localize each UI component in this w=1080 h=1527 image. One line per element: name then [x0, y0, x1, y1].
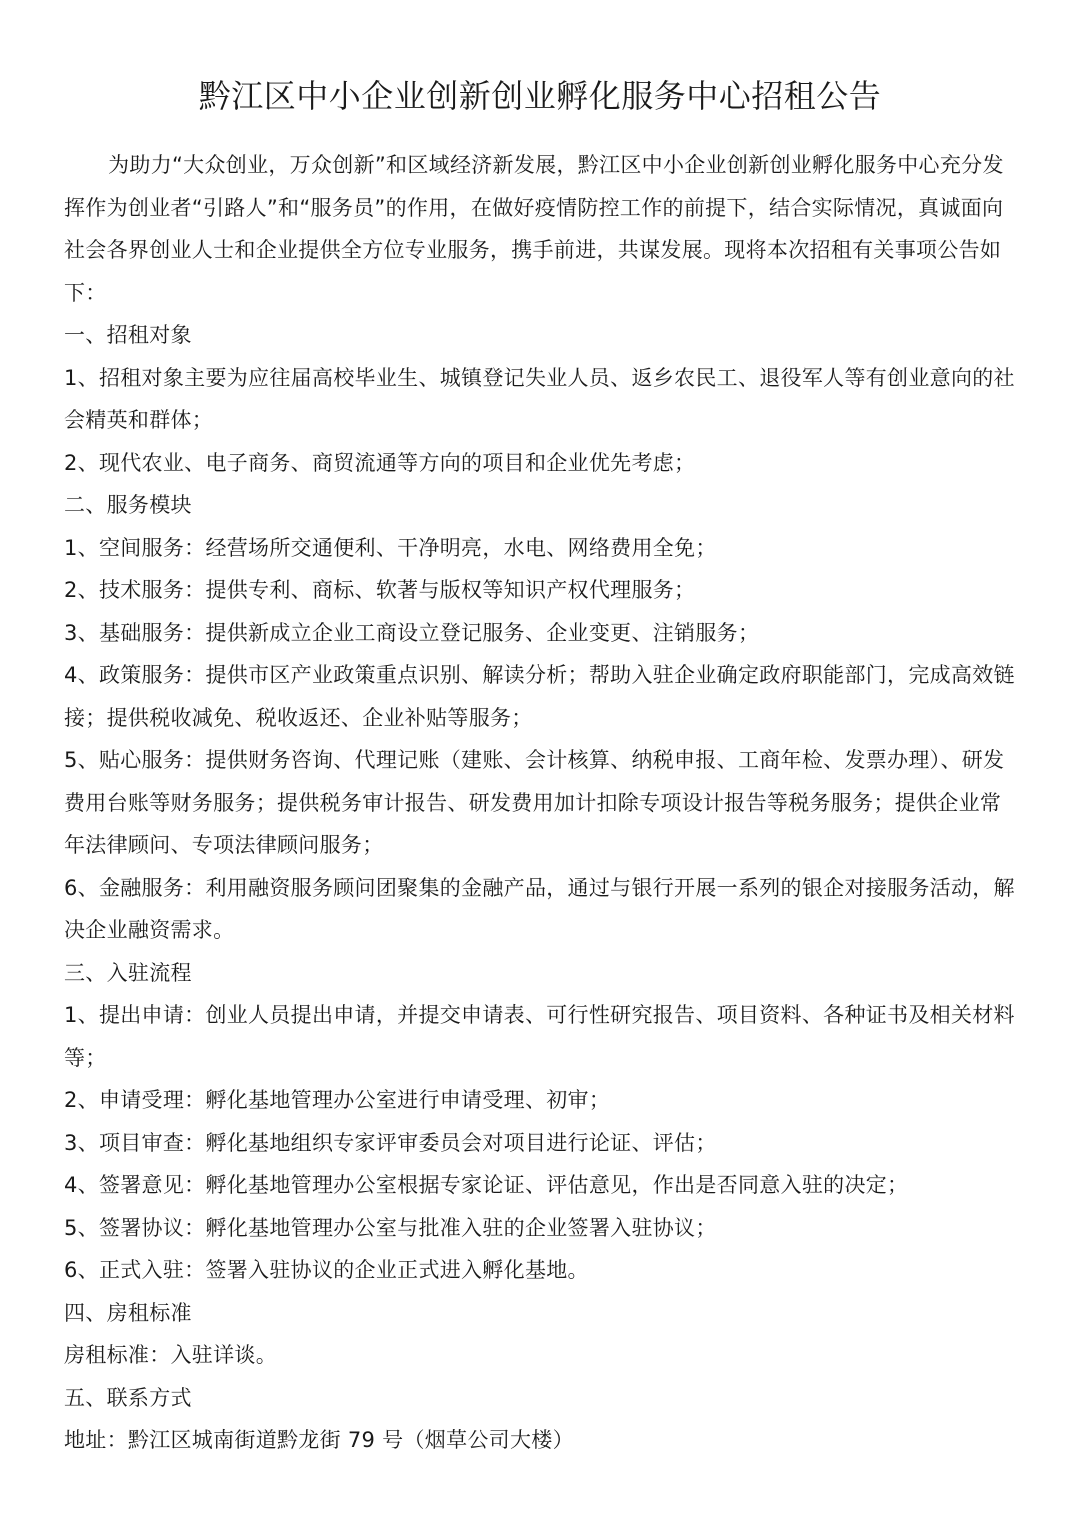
- page-title: 黔江区中小企业创新创业孵化服务中心招租公告: [198, 77, 882, 115]
- section-heading: 一、招租对象: [64, 323, 192, 347]
- list-item: 1、提出申请：创业人员提出申请，并提交申请表、可行性研究报告、项目资料、各种证书及相关材料等；: [64, 1003, 1015, 1070]
- list-item: 6、正式入驻：签署入驻协议的企业正式进入孵化基地。: [64, 1258, 589, 1282]
- section-admission-process: [64, 952, 1016, 1292]
- list-item: 2、申请受理：孵化基地管理办公室进行申请受理、初审；: [64, 1088, 611, 1112]
- section-recruitment-targets: [64, 314, 1016, 484]
- list-item: 2、技术服务：提供专利、商标、软著与版权等知识产权代理服务；: [64, 578, 696, 602]
- list-item: 房租标准：入驻详谈。: [64, 1343, 277, 1367]
- intro-paragraph: 为助力“大众创业，万众创新”和区域经济新发展，黔江区中小企业创新创业孵化服务中心充分发挥作为创业者“引路人”和“服务员”的作用，在做好疫情防控工作的前提下，结合实际情况，真诚面向社会各界创业人士和企业提供全方位专业服务，携手前进，共谋发展。现将本次招租有关事项公告如下：: [64, 153, 1004, 305]
- section-heading: 二、服务模块: [64, 493, 192, 517]
- list-item: 4、政策服务：提供市区产业政策重点识别、解读分析；帮助入驻企业确定政府职能部门，完成高效链接；提供税收减免、税收返还、企业补贴等服务；: [64, 663, 1015, 730]
- section-heading: 五、联系方式: [64, 1385, 192, 1410]
- list-item: 3、项目审查：孵化基地组织专家评审委员会对项目进行论证、评估；: [64, 1130, 717, 1155]
- list-item: 5、签署协议：孵化基地管理办公室与批准入驻的企业签署入驻协议；: [64, 1215, 717, 1240]
- list-item: 6、金融服务：利用融资服务顾问团聚集的金融产品，通过与银行开展一系列的银企对接服务活动，解决企业融资需求。: [64, 875, 1015, 942]
- list-item: 2、现代农业、电子商务、商贸流通等方向的项目和企业优先考虑；: [64, 450, 696, 475]
- section-heading: 三、入驻流程: [64, 960, 192, 985]
- list-item: 3、基础服务：提供新成立企业工商设立登记服务、企业变更、注销服务；: [64, 620, 760, 645]
- list-item: 4、签署意见：孵化基地管理办公室根据专家论证、评估意见，作出是否同意入驻的决定；: [64, 1173, 909, 1197]
- section-service-modules: [64, 484, 1016, 952]
- section-rent-standard: [64, 1292, 1016, 1377]
- contact-address: 地址：黔江区城南街道黔龙街 79 号（烟草公司大楼）: [64, 1428, 574, 1452]
- list-item: 1、空间服务：经营场所交通便利、干净明亮，水电、网络费用全免；: [64, 535, 717, 560]
- section-contact: [64, 1377, 1016, 1462]
- section-heading: 四、房租标准: [64, 1300, 192, 1325]
- list-item: 1、招租对象主要为应往届高校毕业生、城镇登记失业人员、返乡农民工、退役军人等有创业意向的社会精英和群体；: [64, 365, 1015, 432]
- list-item: 5、贴心服务：提供财务咨询、代理记账（建账、会计核算、纳税申报、工商年检、发票办理）、研发费用台账等财务服务；提供税务审计报告、研发费用加计扣除专项设计报告等税务服务；提供企业常年法律顾问、专项法律顾问服务；: [64, 748, 1005, 857]
